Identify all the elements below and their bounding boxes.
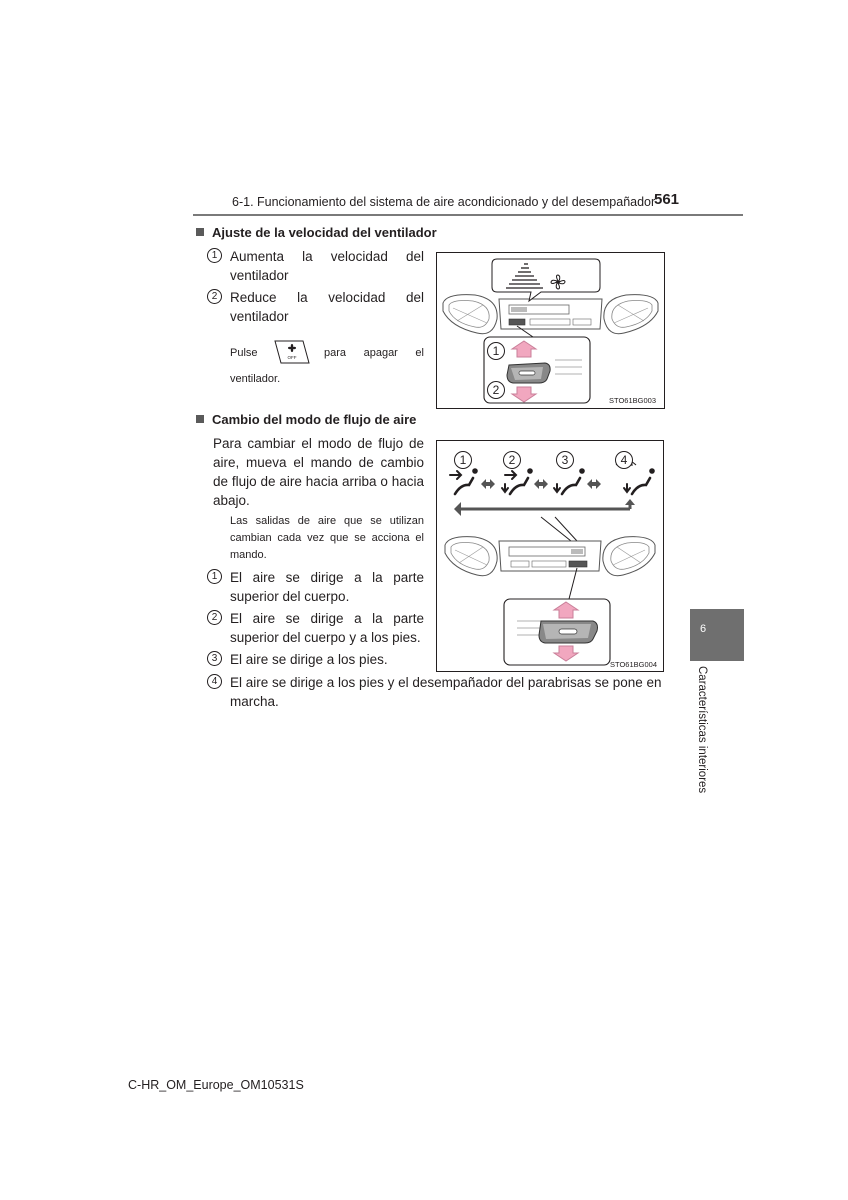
figure-number-1: 1: [487, 342, 505, 360]
mode-note-line-1: Las salidas de aire que se utilizan: [230, 515, 424, 527]
intro-line-3: de flujo de aire hacia arriba o hacia: [213, 474, 424, 489]
seat-airflow-icon: [554, 468, 585, 494]
left-vent-icon: [443, 295, 497, 334]
fan-note-post: para apagar el: [324, 347, 424, 359]
mode-item-2-line1: El aire se dirige a la parte: [230, 611, 424, 626]
heading-bullet-icon: [196, 415, 204, 423]
cycle-arrow-icon: [454, 499, 635, 516]
fan-item-2-line1: Reduce la velocidad del: [230, 290, 424, 305]
mode-item-1-line2: superior del cuerpo.: [230, 589, 350, 604]
figure-number-1: 1: [454, 451, 472, 469]
seat-airflow-icon: [502, 468, 533, 494]
heading-bullet-icon: [196, 228, 204, 236]
fan-section-heading: Ajuste de la velocidad del ventilador: [196, 225, 437, 240]
double-arrow-icon: [587, 479, 601, 489]
fan-item-1-line1: Aumenta la velocidad del: [230, 249, 424, 264]
chapter-number: 6: [700, 623, 707, 635]
figure-number-2: 2: [487, 381, 505, 399]
mode-item-4-line2: marcha.: [230, 694, 279, 709]
item-number: 1: [207, 569, 222, 584]
chapter-label: Características interiores: [696, 666, 708, 794]
item-number: 3: [207, 651, 222, 666]
lever-detail: [504, 599, 610, 665]
section-title: 6-1. Funcionamiento del sistema de aire acondicionado y del desempañador: [232, 195, 656, 209]
page-number: 561: [654, 191, 680, 208]
fan-speed-figure: [436, 252, 665, 409]
mode-item-3-line1: El aire se dirige a los pies.: [230, 652, 388, 667]
double-arrow-icon: [481, 479, 495, 489]
fan-note-pre: Pulse: [230, 347, 258, 359]
control-panel-icon: [499, 299, 602, 329]
intro-line-4: abajo.: [213, 493, 250, 508]
mode-item-4-line1: El aire se dirige a los pies y el desempañador del parabrisas se pone en: [230, 675, 662, 690]
mode-item-2-line2: superior del cuerpo y a los pies.: [230, 630, 421, 645]
item-number: 2: [207, 289, 222, 304]
seat-airflow-icon: [450, 468, 478, 494]
mode-item-1-line1: El aire se dirige a la parte: [230, 570, 424, 585]
mode-note-line-3: mando.: [230, 549, 267, 561]
item-number: 2: [207, 610, 222, 625]
double-arrow-icon: [534, 479, 548, 489]
figure-id: STO61BG004: [610, 660, 657, 669]
fan-item-2-line2: ventilador: [230, 309, 289, 324]
intro-line-2: aire, mueva el mando de cambio: [213, 455, 424, 470]
fan-item-1-line2: ventilador: [230, 268, 289, 283]
chapter-tab[interactable]: [690, 609, 744, 661]
right-vent-icon: [604, 295, 658, 334]
mode-note-line-2: cambian cada vez que se acciona el: [230, 532, 424, 544]
control-panel-icon: [499, 541, 601, 571]
mode-section-heading: Cambio del modo de flujo de aire: [196, 412, 416, 427]
fan-off-button-icon: [272, 340, 310, 364]
item-number: 4: [207, 674, 222, 689]
left-vent-icon: [445, 537, 497, 576]
figure-number-2: 2: [503, 451, 521, 469]
figure-id: STO61BG003: [609, 396, 656, 405]
figure-number-4: 4: [615, 451, 633, 469]
off-label: OFF: [287, 355, 297, 360]
right-vent-icon: [603, 537, 655, 576]
figure-number-3: 3: [556, 451, 574, 469]
item-number: 1: [207, 248, 222, 263]
seat-airflow-icon: [624, 468, 655, 494]
airflow-mode-figure: [436, 440, 664, 672]
fan-note-line2: ventilador.: [230, 373, 281, 385]
display-callout: [492, 259, 600, 301]
intro-line-1: Para cambiar el modo de flujo de: [213, 436, 424, 451]
header-rule: [193, 214, 743, 216]
footer-doc-id: C-HR_OM_Europe_OM10531S: [128, 1078, 304, 1092]
